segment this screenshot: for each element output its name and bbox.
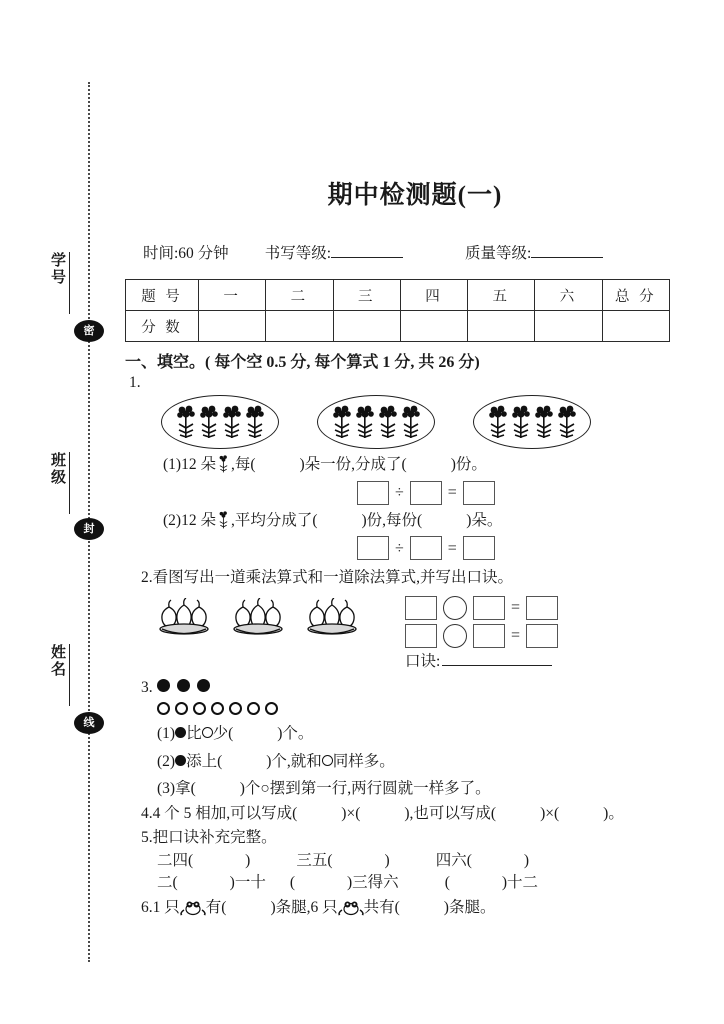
open-circle-inline <box>322 755 333 766</box>
q2-kouju-field <box>405 651 558 673</box>
q4-text-e: )。 <box>603 804 624 822</box>
q4-text-b: )×( <box>341 804 361 822</box>
quality-grade-label: 质量等级: <box>465 245 532 262</box>
class-label <box>44 452 70 516</box>
flower-groups-illustration <box>161 395 705 449</box>
score-table-col-3: 三 <box>333 280 400 311</box>
score-table <box>125 279 670 342</box>
open-circle <box>175 702 188 715</box>
question-1-number: 1. <box>129 374 141 391</box>
q5-item-5-pre: ( <box>289 874 296 892</box>
q5-item-2-pre: 三五( <box>296 851 333 869</box>
q2-eq2-box-2[interactable] <box>473 624 505 648</box>
q5-item-5-post: )三得六 <box>347 874 399 892</box>
q1-eq2-box-1[interactable] <box>357 536 389 560</box>
flower-icon <box>176 403 196 441</box>
q1-eq2-op-equals: = <box>447 539 457 557</box>
q1-sub2-prefix: (2)12 朵 <box>163 511 216 529</box>
open-circle <box>157 702 170 715</box>
q5-item-5 <box>290 872 399 894</box>
question-4-number: 4. <box>141 804 153 822</box>
seal-badge-feng: 封 <box>74 518 104 540</box>
score-cell-4[interactable] <box>400 311 467 342</box>
seal-badge-mi: 密 <box>74 320 104 342</box>
q1-sub1-after1: )朵一份,分成了( <box>299 456 407 474</box>
seal-badge-xian: 线 <box>74 712 104 734</box>
q1-sub1-mid: ,每( <box>230 456 256 474</box>
score-table-col-5: 五 <box>468 280 535 311</box>
open-circle <box>211 702 224 715</box>
q5-item-2-post: ) <box>384 851 390 869</box>
flower-icon <box>557 403 577 441</box>
quality-grade-field <box>465 241 603 263</box>
q5-item-2 <box>296 850 389 872</box>
pear-plates-illustration <box>155 598 361 638</box>
question-4 <box>141 803 705 825</box>
q1-sub1-prefix: (1)12 朵 <box>163 456 216 474</box>
open-circle-inline <box>202 727 213 738</box>
flower-group <box>161 395 279 449</box>
score-cell-total[interactable] <box>602 311 669 342</box>
q1-equation-2 <box>357 536 705 560</box>
q3-sub2-b: 添上( <box>186 752 223 770</box>
section-title-fill-in-blanks: 一、填空。( 每个空 0.5 分, 每个算式 1 分, 共 26 分) <box>125 354 480 371</box>
flower-group <box>317 395 435 449</box>
pear-plate-icon <box>155 598 213 638</box>
q3-open-dots-row <box>157 702 705 719</box>
q2-eq1-box-2[interactable] <box>473 596 505 620</box>
q4-text-c: ),也可以写成( <box>404 804 497 822</box>
score-table-col-2: 二 <box>266 280 333 311</box>
q6-text-d: 共有( <box>363 898 400 916</box>
q5-item-4-post: )一十 <box>229 874 266 892</box>
question-3-header <box>141 677 705 699</box>
q2-eq2-box-1[interactable] <box>405 624 437 648</box>
score-table-col-4: 四 <box>400 280 467 311</box>
flower-icon <box>378 403 398 441</box>
question-6-number: 6. <box>141 898 153 916</box>
table-row-scores <box>126 311 670 342</box>
q3-sub1-d: )个。 <box>277 725 314 743</box>
q3-sub2-c: )个,就和 <box>266 752 322 770</box>
question-5-text: 把口诀补充完整。 <box>152 829 277 847</box>
question-6 <box>141 897 705 919</box>
exam-meta-row <box>125 241 705 263</box>
question-2 <box>125 567 705 673</box>
seal-margin <box>0 0 125 1024</box>
open-circle <box>229 702 242 715</box>
score-table-row-label-fenshu: 分 数 <box>126 311 199 342</box>
q2-eq2-operator-circle[interactable] <box>443 624 467 648</box>
q3-sub1-prefix: (1) <box>157 725 176 743</box>
name-text: 姓名 <box>49 644 65 678</box>
q2-kouju-blank[interactable] <box>442 652 552 666</box>
flower-icon <box>332 403 352 441</box>
score-table-row-label-tihao: 题 号 <box>126 280 199 311</box>
score-cell-1[interactable] <box>199 311 266 342</box>
q2-eq2-equals: = <box>511 627 521 645</box>
q1-eq2-box-3[interactable] <box>463 536 495 560</box>
q3-sub3-rest: )个○摆到第一行,两行圆就一样多了。 <box>239 780 491 798</box>
score-cell-6[interactable] <box>535 311 602 342</box>
q5-row-1 <box>157 850 705 872</box>
flower-group <box>473 395 591 449</box>
writing-grade-blank[interactable] <box>331 244 403 258</box>
page-title: 期中检测题(一) <box>327 182 503 209</box>
q5-item-6-pre: ( <box>444 874 450 892</box>
question-2-body <box>125 590 705 673</box>
score-cell-2[interactable] <box>266 311 333 342</box>
flower-icon <box>401 403 421 441</box>
score-cell-5[interactable] <box>468 311 535 342</box>
name-label <box>44 644 70 708</box>
q1-eq2-box-2[interactable] <box>410 536 442 560</box>
q3-sub2-prefix: (2) <box>157 752 176 770</box>
question-2-text: 看图写出一道乘法算式和一道除法算式,并写出口诀。 <box>152 569 514 587</box>
q6-text-b: 有( <box>205 898 227 916</box>
filled-circle <box>157 679 170 692</box>
filled-circle <box>177 679 190 692</box>
q5-item-1 <box>157 850 250 872</box>
flower-icon <box>199 403 219 441</box>
q4-text-d: )×( <box>540 804 560 822</box>
class-write-line <box>68 452 70 514</box>
table-row-header <box>126 280 670 311</box>
q2-equation-multiplication <box>405 596 558 620</box>
flower-icon <box>216 454 231 474</box>
open-circle <box>193 702 206 715</box>
question-2-number: 2. <box>141 569 153 587</box>
q3-sub3-prefix: (3)拿( <box>157 780 196 798</box>
q2-eq1-operator-circle[interactable] <box>443 596 467 620</box>
score-table-col-1: 一 <box>199 280 266 311</box>
question-5-number: 5. <box>141 829 153 847</box>
q4-text-a: 4 个 5 相加,可以写成( <box>152 804 298 822</box>
q1-eq2-op-divide: ÷ <box>395 539 404 557</box>
score-table-col-total: 总 分 <box>602 280 669 311</box>
q5-item-3 <box>436 850 529 872</box>
student-number-write-line <box>68 252 70 314</box>
question-5 <box>125 827 705 894</box>
pear-plate-icon <box>229 598 287 638</box>
q5-item-6 <box>445 872 538 894</box>
writing-grade-field <box>265 241 403 263</box>
q5-item-4-pre: 二( <box>157 874 178 892</box>
writing-grade-label: 书写等级: <box>264 245 331 262</box>
q2-equation-division <box>405 624 558 648</box>
q3-filled-dots-row <box>157 679 217 696</box>
question-3 <box>125 677 705 800</box>
question-3-sub-2 <box>157 751 705 773</box>
score-cell-3[interactable] <box>333 311 400 342</box>
pear-plate-icon <box>303 598 361 638</box>
q1-sub2-after2: )朵。 <box>466 511 503 529</box>
flower-icon <box>534 403 554 441</box>
q1-eq1-box-2[interactable] <box>410 481 442 505</box>
q1-eq1-box-1[interactable] <box>357 481 389 505</box>
name-write-line <box>68 644 70 706</box>
q1-sub1-after2: )份。 <box>450 456 487 474</box>
q3-sub1-c: 少( <box>212 725 234 743</box>
q2-eq1-equals: = <box>511 599 521 617</box>
flower-icon <box>222 403 242 441</box>
flower-icon <box>245 403 265 441</box>
q1-eq1-box-3[interactable] <box>463 481 495 505</box>
q1-eq1-op-divide: ÷ <box>395 484 404 502</box>
q6-text-c: )条腿,6 只 <box>270 898 338 916</box>
q1-eq1-op-equals: = <box>447 484 457 502</box>
flower-icon <box>511 403 531 441</box>
question-3-sub-3 <box>157 778 705 800</box>
q1-sub2-mid: ,平均分成了( <box>230 511 318 529</box>
quality-grade-blank[interactable] <box>531 244 603 258</box>
question-1-sub-2 <box>163 510 705 532</box>
filled-circle <box>197 679 210 692</box>
question-3-sub-1 <box>157 723 705 745</box>
q2-eq1-box-1[interactable] <box>405 596 437 620</box>
filled-circle-inline <box>175 755 186 766</box>
q5-row-2 <box>157 872 705 894</box>
question-1 <box>125 372 705 560</box>
question-3-number: 3. <box>141 679 153 697</box>
q3-sub1-b: 比 <box>186 725 202 743</box>
filled-circle-inline <box>175 727 186 738</box>
frog-icon <box>338 899 364 916</box>
exam-duration: 时间:60 分钟 <box>143 245 229 262</box>
q2-eq1-box-3[interactable] <box>526 596 558 620</box>
q5-item-3-pre: 四六( <box>435 851 472 869</box>
q5-item-3-post: ) <box>523 851 530 869</box>
score-table-col-6: 六 <box>535 280 602 311</box>
student-number-label <box>44 252 70 316</box>
q6-text-e: )条腿。 <box>443 898 496 916</box>
q5-item-4 <box>157 872 266 894</box>
open-circle <box>247 702 260 715</box>
frog-icon <box>180 899 206 916</box>
q2-eq2-box-3[interactable] <box>526 624 558 648</box>
q5-item-6-post: )十二 <box>501 874 539 892</box>
question-1-sub-1 <box>163 454 705 476</box>
q1-sub2-after1: )份,每份( <box>361 511 423 529</box>
flower-icon <box>488 403 508 441</box>
class-text: 班级 <box>49 452 65 486</box>
q3-sub2-d: 同样多。 <box>332 752 395 770</box>
q6-text-a: 1 只 <box>152 898 180 916</box>
flower-icon <box>216 510 231 530</box>
q1-equation-1 <box>357 481 705 505</box>
student-number-text: 学号 <box>49 252 65 286</box>
question-2-text-line <box>141 567 705 589</box>
q5-item-1-pre: 二四( <box>157 851 194 869</box>
exam-paper <box>125 0 705 1024</box>
flower-icon <box>355 403 375 441</box>
open-circle <box>265 702 278 715</box>
q2-kouju-label: 口诀: <box>405 652 441 670</box>
question-5-header <box>141 827 705 849</box>
q5-item-1-post: ) <box>245 851 251 869</box>
question-2-equations <box>405 592 558 673</box>
